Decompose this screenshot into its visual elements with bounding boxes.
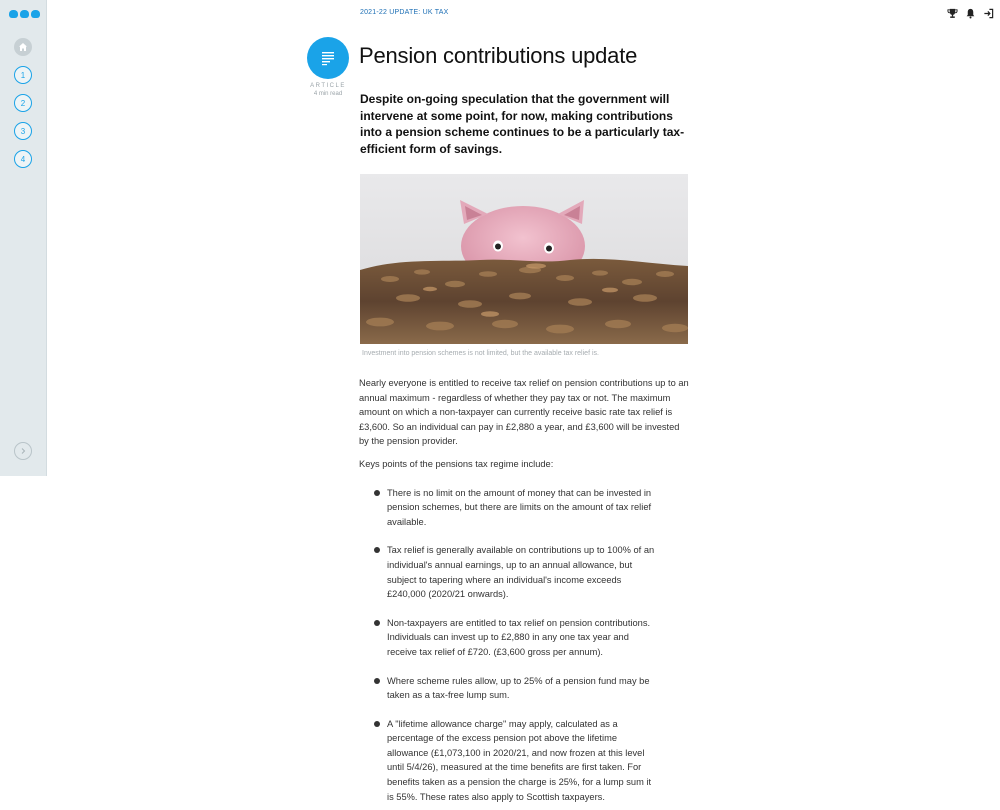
- list-item: A "lifetime allowance charge" may apply, calculated as a percentage of the excess pension pot above the lifetime allowance (£1,073,100 in 2020/21, and now frozen at this level until 5/4/26), measured at the time benefits are first taken. For benefits taken as a pension the charge is 25%, for a lump sum it is 55%. These rates also apply to Scottish taxpayers.: [359, 717, 657, 805]
- step-label: 1: [20, 70, 26, 80]
- step-label: 4: [20, 154, 26, 164]
- page-title: Pension contributions update: [359, 43, 638, 68]
- top-toolbar: [946, 7, 994, 19]
- article-icon: [307, 37, 349, 79]
- category-link[interactable]: 2021-22 UPDATE: UK TAX: [360, 9, 449, 16]
- article-paragraph: Keys points of the pensions tax regime include:: [359, 458, 554, 469]
- sidebar: [0, 0, 47, 476]
- article-lede: Despite on-going speculation that the government will intervene at some point, for now, making contributions into a pension scheme continues to be a particularly tax-efficient form of savings.: [360, 92, 685, 156]
- step-label: 2: [20, 98, 26, 108]
- bell-icon[interactable]: [964, 7, 976, 19]
- home-icon[interactable]: [14, 38, 32, 56]
- content-type-label: ARTICLE: [310, 83, 346, 89]
- sidebar-step-3[interactable]: [14, 122, 32, 140]
- key-points-list: [359, 486, 689, 805]
- sidebar-step-2[interactable]: [14, 94, 32, 112]
- sidebar-step-1[interactable]: [14, 66, 32, 84]
- trophy-icon[interactable]: [946, 7, 958, 19]
- list-item: Tax relief is generally available on contributions up to 100% of an individual's annual earnings, up to an annual allowance, but subject to tapering where an individual's income exceeds £240,000 (2020/21 onwards).: [359, 543, 657, 601]
- article-paragraph: Nearly everyone is entitled to receive tax relief on pension contributions up to an annual maximum - regardless of whether they pay tax or not. The maximum amount on which a non-taxpayer can currently receive basic rate tax relief is £3,600. So an individual can pay in £2,880 a year, and £3,600 will be invested by the pension provider.: [359, 378, 689, 447]
- chevron-right-icon[interactable]: [14, 442, 32, 460]
- sidebar-step-4[interactable]: [14, 150, 32, 168]
- logo-icon[interactable]: [9, 10, 40, 18]
- list-item: Where scheme rules allow, up to 25% of a pension fund may be taken as a tax-free lump sum.: [359, 674, 657, 703]
- read-time: 4 min read: [313, 91, 343, 97]
- list-item: There is no limit on the amount of money that can be invested in pension schemes, but there are limits on the amount of tax relief available.: [359, 486, 657, 530]
- step-label: 3: [20, 126, 26, 136]
- list-item: Non-taxpayers are entitled to tax relief on pension contributions. Individuals can invest up to £2,880 in any one tax year and receive tax relief of £720. (£3,600 gross per annum).: [359, 616, 657, 660]
- article-body: [359, 376, 689, 810]
- image-caption: Investment into pension schemes is not limited, but the available tax relief is.: [362, 350, 599, 357]
- logout-icon[interactable]: [982, 7, 994, 19]
- hero-image: [360, 174, 688, 344]
